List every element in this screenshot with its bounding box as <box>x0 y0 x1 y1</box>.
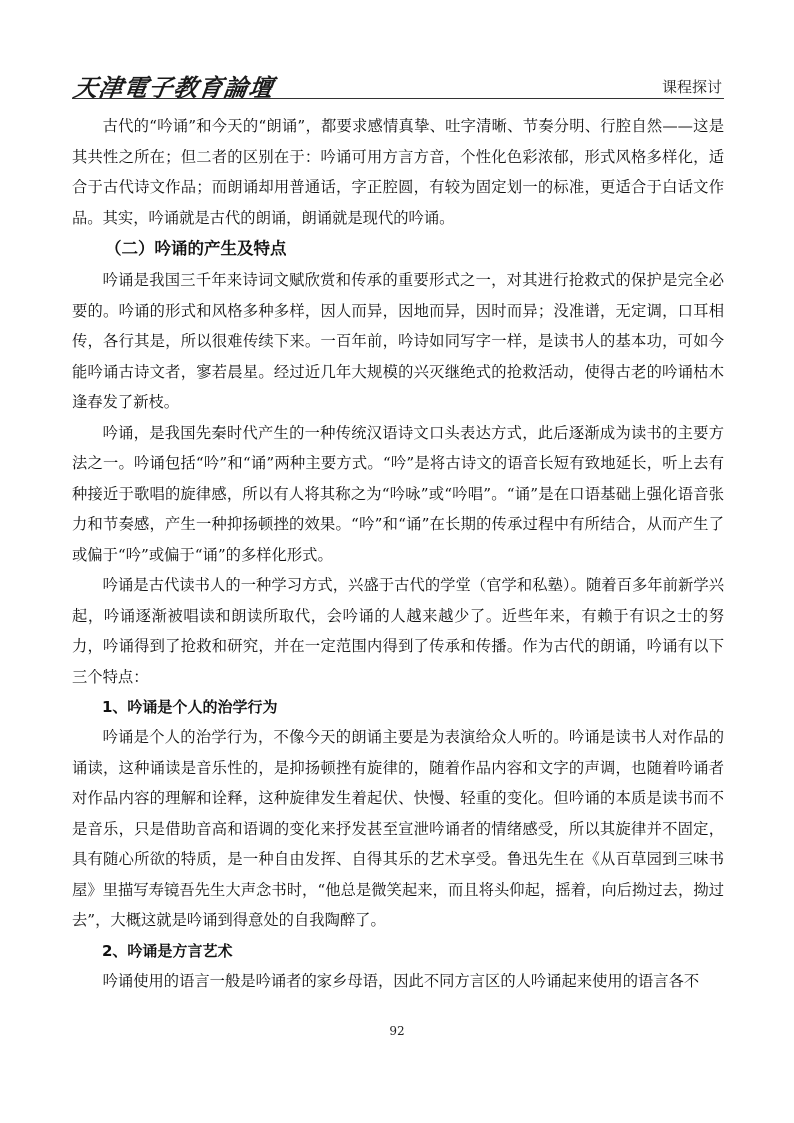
subheading-point-2: 2、吟诵是方言艺术 <box>102 941 233 960</box>
article-body <box>72 111 724 996</box>
journal-masthead: 天津電子教育論壇 <box>71 73 276 102</box>
subheading-point-1: 1、吟诵是个人的治学行为 <box>102 698 278 716</box>
paragraph-comparison: 古代的“吟诵”和今天的“朗诵”，都要求感情真挚、吐字清晰、节奏分明、行腔自然——这是其共性之所在；但二者的区别在于：吟诵可用方言方音，个性化色彩浓郁，形式风格多样化，适合于古代诗文作品；而朗诵却用普通话，字正腔圆，有较为固定划一的标准，更适合于白话文作品。其实，吟诵就是古代的朗诵，朗诵就是现代的吟诵。 <box>72 117 724 227</box>
paragraph-point-1: 吟诵是个人的治学行为，不像今天的朗诵主要是为表演给众人听的。吟诵是读书人对作品的诵读，这种诵读是音乐性的，是抑扬顿挫有旋律的，随着作品内容和文字的声调，也随着吟诵者对作品内容的理解和诠释，这种旋律发生着起伏、快慢、轻重的变化。但吟诵的本质是读书而不是音乐，只是借助音高和语调的变化来抒发甚至宣泄吟诵者的情绪感受，所以其旋律并不固定，具有随心所欲的特质，是一种自由发挥、自得其乐的艺术享受。鲁迅先生在《从百草园到三味书屋》里描写寿镜吾先生大声念书时，“他总是微笑起来，而且将头仰起，摇着，向后拗过去，拗过去”，大概这就是吟诵到得意处的自我陶醉了。 <box>72 728 724 929</box>
paragraph-point-2: 吟诵使用的语言一般是吟诵者的家乡母语，因此不同方言区的人吟诵起来使用的语言各不 <box>102 971 700 990</box>
header-rule <box>72 98 724 99</box>
paragraph-preservation: 吟诵是我国三千年来诗词文赋欣赏和传承的重要形式之一，对其进行抢救式的保护是完全必要的。吟诵的形式和风格多种多样，因人而异，因地而异，因时而异；没准谱，无定调，口耳相传，各行其是，所以很难传续下来。一百年前，吟诗如同写字一样，是读书人的基本功，可如今能吟诵古诗文者，寥若晨星。经过近几年大规模的兴灭继绝式的抢救活动，使得古老的吟诵枯木逢春发了新枝。 <box>72 271 724 411</box>
paragraph-history: 吟诵是古代读书人的一种学习方式，兴盛于古代的学堂（官学和私塾）。随着百多年前新学兴起，吟诵逐渐被唱读和朗读所取代，会吟诵的人越来越少了。近些年来，有赖于有识之士的努力，吟诵得到了抢救和研究，并在一定范围内得到了传承和传播。作为古代的朗诵，吟诵有以下三个特点： <box>72 576 724 686</box>
page-number: 92 <box>389 1024 405 1038</box>
column-name: 课程探讨 <box>661 78 722 96</box>
page-header <box>72 62 724 102</box>
paragraph-definition: 吟诵，是我国先秦时代产生的一种传统汉语诗文口头表达方式，此后逐渐成为读书的主要方法之一。吟诵包括“吟”和“诵”两种主要方式。“吟”是将古诗文的语音长短有致地延长，听上去有种接近于歌唱的旋律感，所以有人将其称之为“吟咏”或“吟唱”。“诵”是在口语基础上强化语音张力和节奏感，产生一种抑扬顿挫的效果。“吟”和“诵”在长期的传承过程中有所结合，从而产生了或偏于“吟”或偏于“诵”的多样化形式。 <box>72 423 724 564</box>
section-heading: （二）吟诵的产生及特点 <box>105 239 287 258</box>
